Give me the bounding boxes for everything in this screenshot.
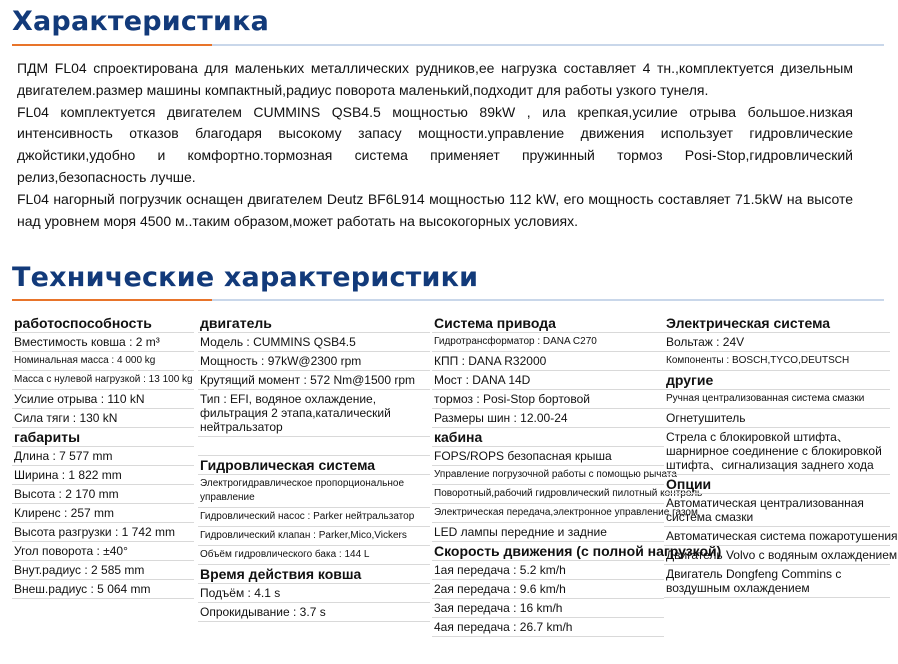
spec-row: Электрическая передача,электронное управление газом <box>432 504 664 523</box>
spec-row: Номинальная масса : 4 000 kg <box>12 352 194 371</box>
spec-row: Внеш.радиус : 5 064 mm <box>12 580 194 599</box>
spec-row: Мост : DANA 14D <box>432 371 664 390</box>
intro-paragraph-2: FL04 комплектуется двигателем CUMMINS QSB4.5 мощностью 89kW , ила крепкая,усилие отрыва большое.низкая интенсивность отказов благодаря высокому запасу мощности.управление движения использует гидровлические джойстики,удобно и комфортно.тормозная система применяет пружинный тормоз Posi-Stop,гидровлический релиз,безопасность лучше. <box>17 103 853 185</box>
spec-row: КПП : DANA R32000 <box>432 352 664 371</box>
spec-group-title: Электрическая система <box>664 314 890 333</box>
spec-row: тормоз : Posi-Stop бортовой <box>432 390 664 409</box>
spec-row: Вольтаж : 24V <box>664 333 890 352</box>
spec-row: Автоматическая централизованная система смазки <box>664 494 890 527</box>
spec-row: Высота : 2 170 mm <box>12 485 194 504</box>
spec-group-title: Гидровлическая система <box>198 456 430 475</box>
spec-row: Модель : CUMMINS QSB4.5 <box>198 333 430 352</box>
spec-row <box>198 437 430 456</box>
spec-row: Ручная централизованная система смазки <box>664 390 890 409</box>
spec-row: 2ая передача : 9.6 km/h <box>432 580 664 599</box>
spec-group-title: Скорость движения (с полной нагрузкой) <box>434 543 722 559</box>
spec-group-title: Система привода <box>432 314 664 333</box>
spec-row: Электрогидравлическое пропорциональное управление <box>198 475 430 508</box>
spec-column-engine <box>198 314 430 622</box>
spec-row: 4ая передача : 26.7 km/h <box>432 618 664 637</box>
spec-row: FOPS/ROPS безопасная крыша <box>432 447 664 466</box>
intro-paragraph-3: FL04 нагорный погрузчик оснащен двигателем Deutz BF6L914 мощностью 112 kW, его мощность составляет 71.5kW на высоте над уровнем моря 4500 м..таким образом,может работать на высокогорных условиях. <box>17 190 853 229</box>
spec-row: Вместимость ковша : 2 m³ <box>12 333 194 352</box>
spec-row: Мощность : 97kW@2300 rpm <box>198 352 430 371</box>
spec-row: Подъём : 4.1 s <box>198 584 430 603</box>
spec-group-title: работоспособность <box>12 314 194 333</box>
spec-row: Клиренс : 257 mm <box>12 504 194 523</box>
spec-row: Стрела с блокировкой штифта、шарнирное соединение с блокировкой штифта、сигнализация заднего хода <box>664 428 890 475</box>
spec-row: 1ая передача : 5.2 km/h <box>432 561 664 580</box>
specs-title: Технические характеристики <box>12 262 479 293</box>
intro-text <box>17 58 853 232</box>
spec-row: Огнетушитель <box>664 409 890 428</box>
spec-row: Гидровлический насос : Parker нейтральзатор <box>198 508 430 527</box>
spec-row: Автоматическая система пожаротушения <box>664 527 890 546</box>
spec-group-title: Опции <box>664 475 890 494</box>
spec-column-electrical <box>664 314 898 598</box>
spec-group-title: Время действия ковша <box>198 565 430 584</box>
characteristics-title: Характеристика <box>12 6 270 37</box>
spec-row: Длина : 7 577 mm <box>12 447 194 466</box>
spec-row: Двигатель Volvo с водяным охлаждением <box>664 546 890 565</box>
spec-row: Внут.радиус : 2 585 mm <box>12 561 194 580</box>
spec-column-performance <box>12 314 194 599</box>
spec-row: LED лампы передние и задние <box>432 523 664 542</box>
spec-row: Объём гидровлического бака : 144 L <box>198 546 430 565</box>
spec-group-title: габариты <box>12 428 194 447</box>
spec-row: Двигатель Dongfeng Commins с воздушным охлаждением <box>664 565 890 598</box>
spec-group-title: двигатель <box>198 314 430 333</box>
spec-row: Поворотный,рабочий гидровлический пилотный контроль <box>432 485 664 504</box>
intro-paragraph-1: ПДМ FL04 спроектирована для маленьких металлических рудников,ее нагрузка составляет 4 тн.,комплектуется дизельным двигателем.размер машины компактный,радиус поворота маленький,подходит для работы узкого тунеля. <box>17 60 853 98</box>
spec-row: Опрокидывание : 3.7 s <box>198 603 430 622</box>
spec-row: Высота разгрузки : 1 742 mm <box>12 523 194 542</box>
spec-group-title: кабина <box>432 428 664 447</box>
spec-row: Гидровлический клапан : Parker,Mico,Vickers <box>198 527 430 546</box>
spec-row: Размеры шин : 12.00-24 <box>432 409 664 428</box>
spec-row: 3ая передача : 16 km/h <box>432 599 664 618</box>
spec-row: Тип : EFI, водяное охлаждение, фильтрация 2 этапа,каталический нейтральзатор <box>198 390 430 437</box>
spec-group-title: другие <box>664 371 890 390</box>
section-divider <box>12 299 884 301</box>
spec-row: Усилие отрыва : 110 kN <box>12 390 194 409</box>
spec-row: Компоненты : BOSCH,TYCO,DEUTSCH <box>664 352 890 371</box>
spec-row: Гидротрансформатор : DANA C270 <box>432 333 664 352</box>
spec-row: Ширина : 1 822 mm <box>12 466 194 485</box>
spec-row: Сила тяги : 130 kN <box>12 409 194 428</box>
spec-row: Масса с нулевой нагрузкой : 13 100 kg <box>12 371 194 390</box>
spec-row: Угол поворота : ±40° <box>12 542 194 561</box>
section-divider <box>12 44 884 46</box>
spec-row: Управление погрузочной работы с помощью рычата <box>432 466 664 485</box>
spec-row: Крутящий момент : 572 Nm@1500 rpm <box>198 371 430 390</box>
